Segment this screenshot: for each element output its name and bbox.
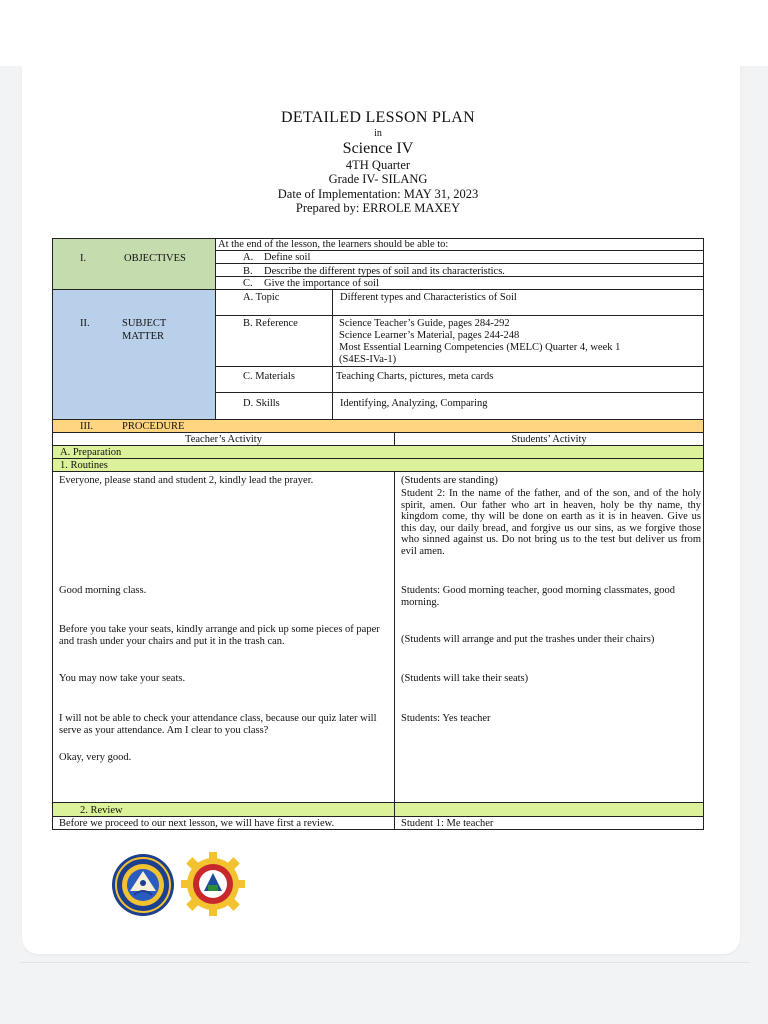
student-line-standing: (Students are standing) bbox=[401, 475, 498, 486]
objective-a-letter: A. bbox=[243, 252, 254, 263]
teacher-line-prayer: Everyone, please stand and student 2, kindly lead the prayer. bbox=[59, 475, 314, 486]
procedure-numeral: III. bbox=[80, 421, 94, 432]
teacher-line-attendance: I will not be able to check your attendance class, because our quiz later will serve as your attendance. Am I clear to you class? bbox=[59, 713, 377, 736]
prepared-by-line: Prepared by: ERROLE MAXEY bbox=[295, 201, 461, 215]
quarter-line: 4TH Quarter bbox=[345, 158, 411, 172]
document-title: DETAILED LESSON PLAN bbox=[280, 109, 476, 126]
objective-b-text: Describe the different types of soil and its characteristics. bbox=[264, 266, 505, 277]
college-gear-seal-icon bbox=[180, 851, 246, 917]
subject-matter-label-2: MATTER bbox=[122, 331, 164, 342]
reference-line-3: Most Essential Learning Competencies (MELC) Quarter 4, week 1 bbox=[339, 342, 621, 353]
teacher-line-arrange: Before you take your seats, kindly arrange and pick up some pieces of paper and trash under your chairs and put it in the trash can. bbox=[59, 624, 380, 647]
objective-a-text: Define soil bbox=[264, 252, 311, 263]
student-line-prayer: Student 2: In the name of the father, and of the son, and of the holy spirit, amen. Our father who art in heaven, holy be thy name, thy kingdom come, thy will be done on earth as it is in heaven. Give us this day, our daily bread, and forgive us our sins, as we forgive those who sinned against us. Do not bring us to the test but deliver us from evil amen. bbox=[401, 488, 701, 557]
students-activity-header: Students’ Activity bbox=[511, 434, 587, 445]
materials-key: C. Materials bbox=[243, 371, 295, 382]
materials-value: Teaching Charts, pictures, meta cards bbox=[336, 371, 494, 382]
subject-matter-label-1: SUBJECT bbox=[122, 318, 167, 329]
procedure-label: PROCEDURE bbox=[122, 421, 185, 432]
reference-line-4: (S4ES-IVa-1) bbox=[339, 354, 397, 365]
student-line-yes: Students: Yes teacher bbox=[401, 713, 491, 724]
review-row-right bbox=[394, 802, 704, 817]
lesson-plan-table bbox=[52, 238, 704, 830]
topic-value: Different types and Characteristics of Soil bbox=[340, 292, 517, 303]
review-label: 2. Review bbox=[80, 805, 123, 816]
objective-c-text: Give the importance of soil bbox=[264, 278, 379, 289]
teacher-line-seats: You may now take your seats. bbox=[59, 673, 186, 684]
topic-key: A. Topic bbox=[243, 292, 280, 303]
teacher-line-very-good: Okay, very good. bbox=[59, 752, 132, 763]
review-student-line: Student 1: Me teacher bbox=[401, 818, 494, 829]
objectives-intro: At the end of the lesson, the learners should be able to: bbox=[218, 239, 449, 250]
subject-title: Science IV bbox=[342, 140, 414, 157]
grade-line: Grade IV- SILANG bbox=[328, 172, 428, 186]
review-teacher-line: Before we proceed to our next lesson, we will have first a review. bbox=[59, 818, 335, 829]
student-line-greeting: Students: Good morning teacher, good morning classmates, good morning. bbox=[401, 585, 675, 608]
objective-b-letter: B. bbox=[243, 266, 253, 277]
routines-row bbox=[52, 458, 704, 472]
reference-line-2: Science Learner’s Material, pages 244-248 bbox=[339, 330, 520, 341]
preparation-row bbox=[52, 445, 704, 459]
student-line-seats: (Students will take their seats) bbox=[401, 673, 529, 684]
teacher-activity-header: Teacher’s Activity bbox=[185, 434, 262, 445]
page-edge bbox=[20, 962, 750, 963]
title-in: in bbox=[374, 128, 382, 139]
preparation-label: A. Preparation bbox=[60, 447, 122, 458]
routines-label: 1. Routines bbox=[60, 460, 108, 471]
subject-matter-label-cell bbox=[52, 289, 216, 420]
objective-c-letter: C. bbox=[243, 278, 253, 289]
skills-value: Identifying, Analyzing, Comparing bbox=[340, 398, 488, 409]
reference-key: B. Reference bbox=[243, 318, 298, 329]
skills-key: D. Skills bbox=[243, 398, 280, 409]
student-line-arrange: (Students will arrange and put the trashes under their chairs) bbox=[401, 634, 655, 645]
date-line: Date of Implementation: MAY 31, 2023 bbox=[277, 187, 479, 201]
university-seal-icon bbox=[110, 853, 176, 917]
objectives-label: OBJECTIVES bbox=[124, 253, 186, 264]
top-bar bbox=[0, 0, 768, 66]
logos bbox=[110, 853, 246, 917]
subject-matter-numeral: II. bbox=[80, 318, 90, 329]
objectives-numeral: I. bbox=[80, 253, 87, 264]
teacher-line-greeting: Good morning class. bbox=[59, 585, 147, 596]
reference-line-1: Science Teacher’s Guide, pages 284-292 bbox=[339, 318, 510, 329]
